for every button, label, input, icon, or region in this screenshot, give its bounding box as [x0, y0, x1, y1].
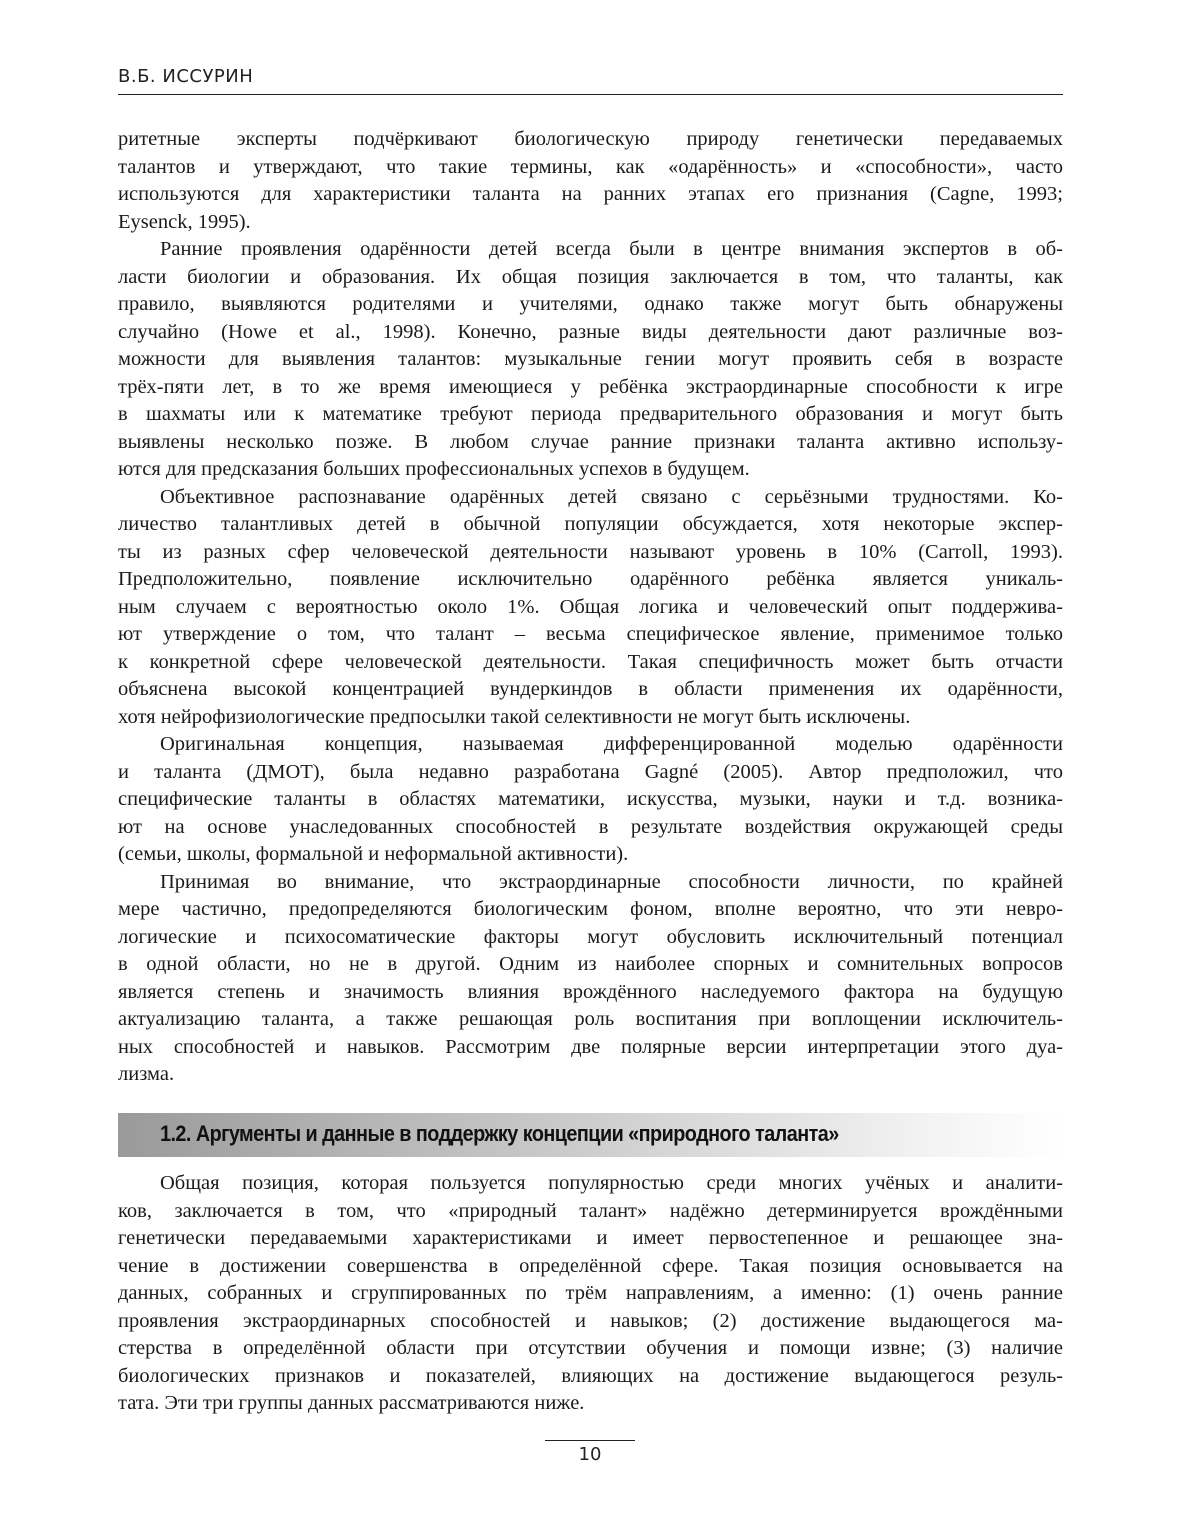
text-line: можности для выявления талантов: музыкальные гении могут проявить себя в возрасте — [118, 348, 1063, 370]
text-line: тата. Эти три группы данных рассматриваются ниже. — [118, 1392, 585, 1414]
text-line: логические и психосоматические факторы могут обусловить исключительный потенциал — [118, 925, 1063, 948]
text-line: ют утверждение о том, что талант – весьма специфическое явление, применимое только — [118, 623, 1063, 645]
section-heading: 1.2. Аргументы и данные в поддержку концепции «природного таланта» — [160, 1121, 839, 1146]
text-line: чение в достижении совершенства в определённой сфере. Такая позиция основывается на — [118, 1254, 1063, 1277]
header-rule — [118, 94, 1063, 95]
text-line: объяснена высокой концентрацией вундеркиндов в области применения их одарённости, — [118, 678, 1063, 700]
paragraph — [118, 484, 1063, 732]
text-line: личество талантливых детей в обычной популяции обсуждается, хотя некоторые экспер- — [118, 513, 1063, 535]
text-line: Оригинальная концепция, называемая дифференцированной моделью одарённости — [160, 733, 1063, 755]
text-line: актуализацию таланта, а также решающая роль воспитания при воплощении исключитель- — [118, 1008, 1063, 1030]
text-line: является степень и значимость влияния врождённого наследуемого фактора на будущую — [118, 980, 1063, 1003]
paragraph — [118, 1170, 1063, 1418]
text-line: ных способностей и навыков. Рассмотрим две полярные версии интерпретации этого дуа- — [118, 1035, 1063, 1058]
text-line: данных, собранных и сгруппированных по трём направлениям, а именно: (1) очень ранние — [118, 1282, 1063, 1304]
paragraph — [118, 869, 1063, 1089]
text-line: ласти биологии и образования. Их общая позиция заключается в том, что таланты, как — [118, 265, 1063, 288]
text-line: генетически передаваемыми характеристиками и имеет первостепенное и решающее зна- — [118, 1227, 1063, 1249]
text-line: биологических признаков и показателей, влияющих на достижение выдающегося резуль- — [118, 1364, 1063, 1387]
body-text-after-section — [118, 1170, 1063, 1418]
text-line: талантов и утверждают, что такие термины, как «одарённость» и «способности», часто — [118, 155, 1063, 178]
section-heading-band — [118, 1113, 1063, 1157]
text-line: (семьи, школы, формальной и неформальной активности). — [118, 843, 629, 865]
text-line: Общая позиция, которая пользуется популярностью среди многих учёных и аналити- — [160, 1172, 1063, 1194]
text-line: специфические таланты в областях математики, искусства, музыки, науки и т.д. возника- — [118, 788, 1063, 810]
paragraph — [118, 126, 1063, 236]
text-line: ты из разных сфер человеческой деятельности называют уровень в 10% (Carroll, 1993). — [118, 540, 1063, 563]
text-line: ков, заключается в том, что «природный талант» надёжно детерминируется врождёнными — [118, 1199, 1063, 1222]
text-line: используются для характеристики таланта на ранних этапах его признания (Cagne, 1993; — [118, 183, 1063, 205]
running-head-author: В.Б. ИССУРИН — [118, 66, 254, 87]
text-line: Объективное распознавание одарённых детей связано с серьёзными трудностями. Ко- — [160, 485, 1063, 508]
text-line: лизма. — [118, 1063, 175, 1085]
page-number: 10 — [578, 1444, 602, 1465]
text-line: к конкретной сфере человеческой деятельности. Такая специфичность может быть отчасти — [118, 650, 1063, 673]
text-line: правило, выявляются родителями и учителями, однако также могут быть обнаружены — [118, 293, 1063, 315]
text-line: в шахматы или к математике требуют периода предварительного образования и могут быть — [118, 403, 1063, 425]
body-text-before-section — [118, 126, 1063, 1089]
text-line: ным случаем с вероятностью около 1%. Общая логика и человеческий опыт поддержива- — [118, 595, 1063, 618]
text-line: мере частично, предопределяются биологическим фоном, вполне вероятно, что эти невро- — [118, 898, 1063, 920]
text-line: Принимая во внимание, что экстраординарные способности личности, по крайней — [160, 870, 1063, 893]
text-line: в одной области, но не в другой. Одним из наиболее спорных и сомнительных вопросов — [118, 953, 1063, 975]
text-line: хотя нейрофизиологические предпосылки такой селективности не могут быть исключены. — [118, 705, 911, 728]
text-line: Ранние проявления одарённости детей всегда были в центре внимания экспертов в об- — [160, 238, 1063, 260]
footer-rule — [545, 1440, 635, 1441]
text-line: проявления экстраординарных способностей и навыков; (2) достижение выдающегося ма- — [118, 1309, 1063, 1332]
text-line: стерства в определённой области при отсутствии обучения и помощи извне; (3) наличие — [118, 1337, 1063, 1359]
text-line: Eysenck, 1995). — [118, 210, 251, 233]
text-line: Предположительно, появление исключительно одарённого ребёнка является уникаль- — [118, 568, 1063, 590]
text-line: трёх-пяти лет, в то же время имеющиеся у ребёнка экстраординарные способности к игре — [118, 375, 1063, 398]
text-line: выявлены несколько позже. В любом случае ранние признаки таланта активно использу- — [118, 430, 1063, 453]
text-line: ритетные эксперты подчёркивают биологическую природу генетически передаваемых — [118, 128, 1063, 150]
paragraph — [118, 731, 1063, 869]
text-line: случайно (Howe et al., 1998). Конечно, разные виды деятельности дают различные воз- — [118, 320, 1063, 343]
text-line: и таланта (ДМОТ), была недавно разработана Gagné (2005). Автор предположил, что — [118, 760, 1063, 783]
text-line: ют на основе унаследованных способностей в результате воздействия окружающей среды — [118, 815, 1063, 838]
text-line: ются для предсказания больших профессиональных успехов в будущем. — [118, 458, 750, 480]
paragraph — [118, 236, 1063, 484]
